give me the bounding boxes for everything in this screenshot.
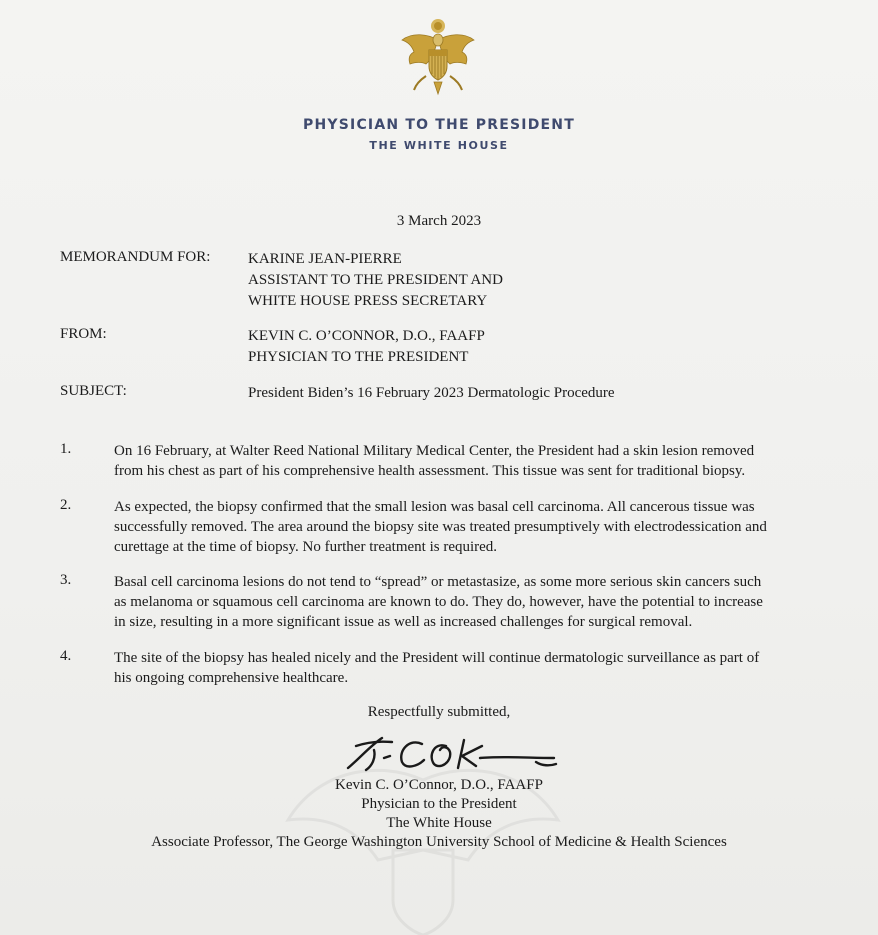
paragraph-number: 1. [60,441,72,457]
signer-name: Kevin C. O’Connor, D.O., FAAFP [335,777,543,793]
paragraph-number: 2. [60,497,72,513]
memo-for-label: MEMORANDUM FOR: [60,249,211,265]
paragraph-2 [114,497,834,557]
letterhead-title: PHYSICIAN TO THE PRESIDENT [303,117,575,133]
paragraph-1 [114,441,834,481]
paragraph-3 [114,572,834,632]
signer-title: Physician to the President [361,796,517,812]
signature-block [0,776,878,852]
letterhead-subtitle: THE WHITE HOUSE [369,139,509,152]
closing-line: Respectfully submitted, [367,704,511,720]
memo-subject-label: SUBJECT: [60,383,127,399]
paragraph-line: As expected, the biopsy confirmed that the small lesion was basal cell carcinoma. All cancerous tissue was [114,499,755,515]
memo-subject: President Biden’s 16 February 2023 Dermatologic Procedure [248,385,615,401]
paragraph-line: curettage at the time of biopsy. No further treatment is required. [114,539,498,555]
signer-affiliation: Associate Professor, The George Washington University School of Medicine & Health Sciences [151,834,727,850]
handwritten-signature [340,728,565,778]
paragraph-4 [114,648,834,688]
signer-office: The White House [386,815,492,831]
memo-for-line: ASSISTANT TO THE PRESIDENT AND [248,272,503,288]
paragraph-line: his ongoing comprehensive healthcare. [114,670,349,686]
paragraph-line: The site of the biopsy has healed nicely and the President will continue dermatologic surveillance as part of [114,650,760,666]
paragraph-line: from his chest as part of his comprehensive health assessment. This tissue was sent for traditional biopsy. [114,463,746,479]
paragraph-line: Basal cell carcinoma lesions do not tend to “spread” or metastasize, as some more serious skin cancers such [114,574,762,590]
memo-for-line: WHITE HOUSE PRESS SECRETARY [248,293,488,309]
paragraph-line: as melanoma or squamous cell carcinoma are known to do. They do, however, have the potential to increase [114,594,763,610]
memo-for-recipient [248,249,503,312]
paragraph-line: On 16 February, at Walter Reed National Military Medical Center, the President had a skin lesion removed [114,443,755,459]
memo-from-sender [248,326,485,368]
memo-from-label: FROM: [60,326,107,342]
paragraph-number: 4. [60,648,72,664]
paragraph-line: successfully removed. The area around the biopsy site was treated presumptively with electrodessication and [114,519,767,535]
memo-date: 3 March 2023 [396,213,482,229]
memo-from-line: KEVIN C. O’CONNOR, D.O., FAAFP [248,328,485,344]
presidential-seal-icon [398,18,478,100]
paragraph-number: 3. [60,572,72,588]
paragraph-line: in size, resulting in a more significant issue as well as increased challenges for surgical removal. [114,614,693,630]
memo-from-line: PHYSICIAN TO THE PRESIDENT [248,349,469,365]
memo-for-line: KARINE JEAN-PIERRE [248,251,402,267]
